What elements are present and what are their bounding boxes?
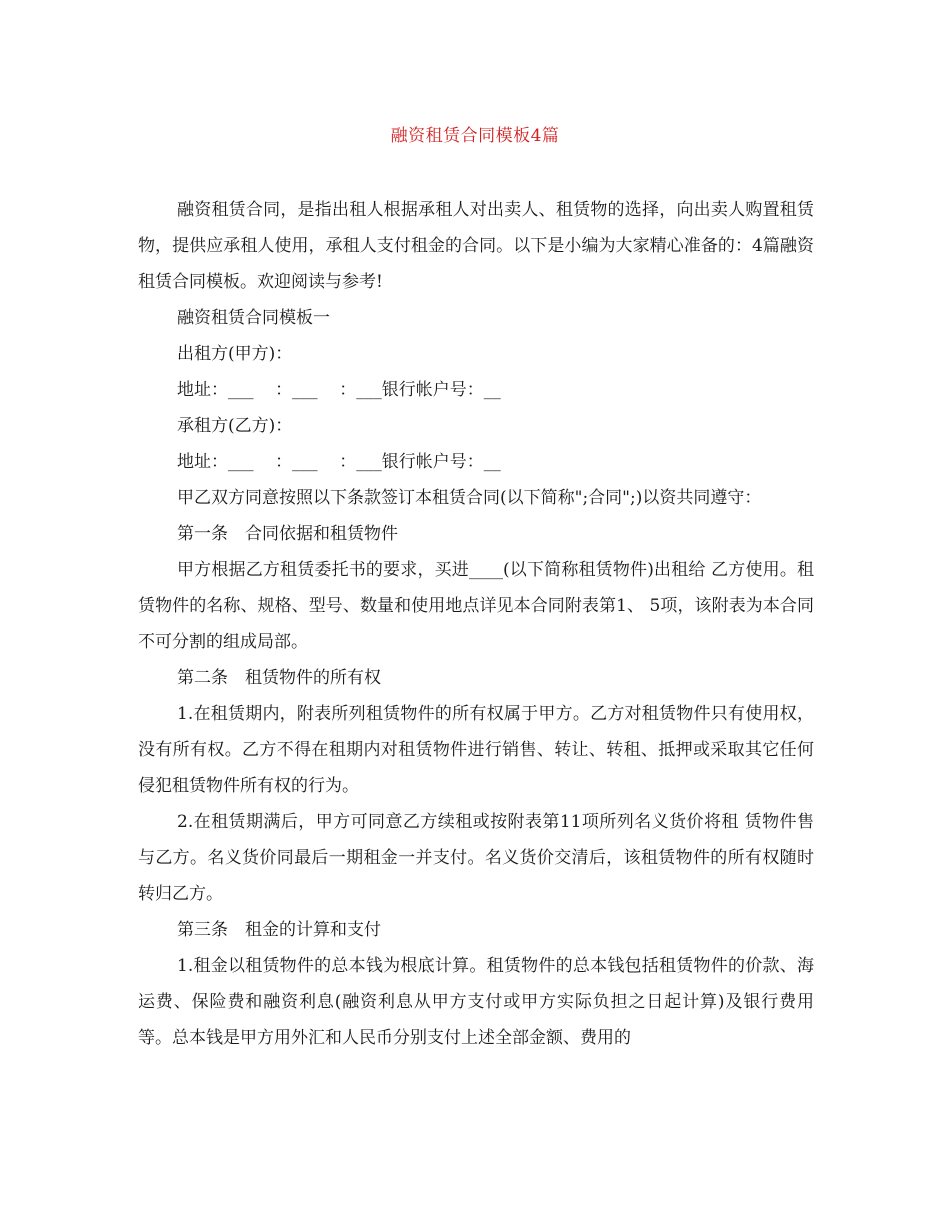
agreement-paragraph: 甲乙双方同意按照以下条款签订本租赁合同(以下简称";合同";)以资共同遵守： — [177, 488, 762, 508]
lessee-label: 承租方(乙方)： — [177, 416, 293, 436]
lessor-label: 出租方(甲方)： — [177, 344, 293, 364]
intro-paragraph: 融资租赁合同，是指出租人根据承租人对出卖人、租赁物的选择，向出卖人购置租赁物，提供应承租人使用，承租人支付租金的合同。以下是小编为大家精心准备的：4篇融资租赁合同模板。欢迎阅读与参考! — [138, 200, 814, 292]
template-heading: 融资租赁合同模板一 — [177, 308, 330, 328]
lessee-address-line: 地址：___ ：___ ：___银行帐户号：__ — [177, 452, 501, 472]
article-1-body: 甲方根据乙方租赁委托书的要求，买进____(以下简称租赁物件)出租给 乙方使用。租赁物件的名称、规格、型号、数量和使用地点详见本合同附表第1、 5项，该附表为本合同不可分割的组成局部。 — [138, 560, 814, 652]
article-1-heading: 第一条 合同依据和租赁物件 — [177, 524, 398, 544]
document-body — [138, 192, 814, 1056]
document-title: 融资租赁合同模板4篇 — [390, 126, 560, 146]
article-2-heading: 第二条 租赁物件的所有权 — [177, 668, 381, 688]
article-2-clause-2: 2.在租赁期满后，甲方可同意乙方续租或按附表第11项所列名义货价将租 赁物件售与乙方。名义货价同最后一期租金一并支付。名义货价交清后，该租赁物件的所有权随时转归乙方。 — [138, 812, 814, 904]
lessor-address-line: 地址：___ ：___ ：___银行帐户号：__ — [177, 380, 501, 400]
article-2-clause-1: 1.在租赁期内，附表所列租赁物件的所有权属于甲方。乙方对租赁物件只有使用权，没有所有权。乙方不得在租期内对租赁物件进行销售、转让、转租、抵押或采取其它任何侵犯租赁物件所有权的行为。 — [138, 704, 814, 796]
article-3-clause-1: 1.租金以租赁物件的总本钱为根底计算。租赁物件的总本钱包括租赁物件的价款、海运费、保险费和融资利息(融资利息从甲方支付或甲方实际负担之日起计算)及银行费用等。总本钱是甲方用外汇和人民币分别支付上述全部金额、费用的 — [138, 956, 814, 1048]
article-3-heading: 第三条 租金的计算和支付 — [177, 920, 381, 940]
